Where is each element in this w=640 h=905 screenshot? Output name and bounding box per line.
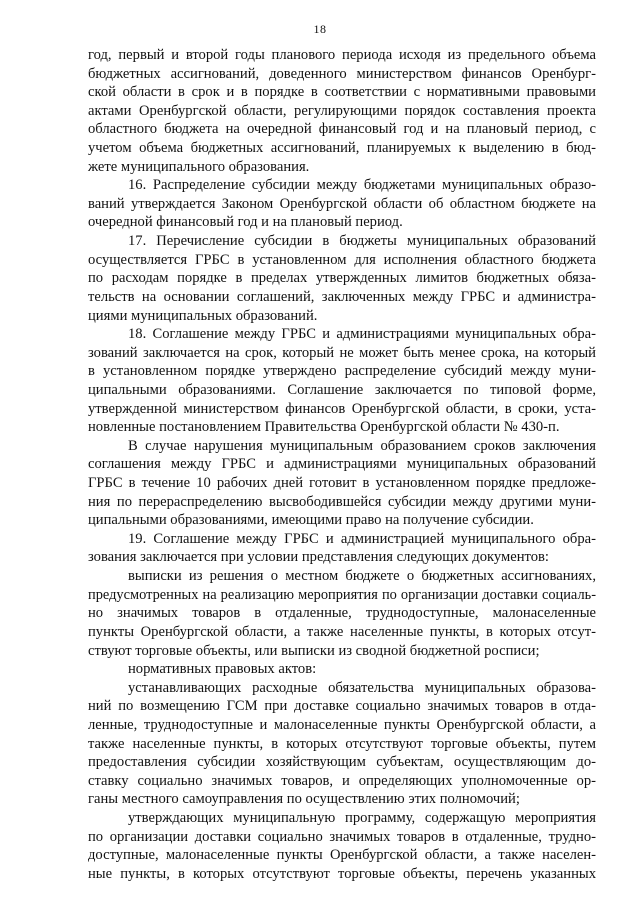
text-line: 18. Соглашение между ГРБС и администрациями муниципальных обра-	[128, 326, 596, 343]
text-line: ные пункты, в которых отсутствуют торговые объекты, перечень указанных	[88, 865, 596, 882]
text-line: зований заключается на срок, который не может быть менее срока, на который	[88, 344, 596, 361]
text-line: нормативных правовых актов:	[128, 661, 317, 678]
text-line: областного бюджета на очередной финансовый год и на плановый период, с	[88, 121, 596, 138]
text-line: жете муниципального образования.	[88, 158, 310, 175]
text-line: устанавливающих расходные обязательства муниципальных образова-	[128, 679, 596, 696]
text-line: утвержденной министерством финансов Оренбургской области, в сроки, уста-	[88, 400, 596, 417]
text-line: ний по возмещению ГСМ при доставке социально значимых товаров в отда-	[88, 698, 596, 715]
text-line: ленные, труднодоступные и малонаселенные пункты Оренбургской области, а	[88, 716, 596, 733]
page-number: 18	[313, 22, 327, 36]
text-line: ГРБС в течение 10 рабочих дней готовит в установленном порядке предложе-	[88, 475, 596, 492]
text-line: тельств на основании соглашений, заключенных между ГРБС и администра-	[88, 288, 596, 305]
text-line: год, первый и второй годы планового периода исходя из предельного объема	[88, 47, 596, 63]
text-line: новленные постановлением Правительства Оренбургской области № 430-п.	[88, 419, 560, 436]
text-line: ставку социально значимых товаров, и определяющих уполномоченные ор-	[88, 772, 596, 789]
text-line: в установленном порядке утверждено распределение субсидий между муни-	[88, 363, 596, 380]
text-line: 16. Распределение субсидии между бюджетами муниципальных образо-	[128, 177, 596, 194]
text-line: предусмотренных на реализацию мероприятия по организации доставки социаль-	[88, 586, 596, 603]
text-line: ствуют торговые объекты, или выписки из сводной бюджетной росписи;	[88, 642, 540, 659]
text-line: предоставления субсидии хозяйствующим субъектам, осуществляющим до-	[88, 754, 596, 771]
text-line: ципальными образованиями. Соглашение заключается по типовой форме,	[88, 381, 596, 398]
text-line: доступные, малонаселенные пункты Оренбургской области, а также населен-	[88, 847, 596, 864]
text-line: циями муниципальных образований.	[88, 307, 318, 324]
text-line: соглашения между ГРБС и администрациями муниципальных образований	[88, 456, 596, 473]
text-line: утверждающих муниципальную программу, содержащую мероприятия	[128, 809, 596, 826]
text-line: ваний утверждается Законом Оренбургской области об областном бюджете на	[88, 195, 596, 212]
text-line: также населенные пункты, в которых отсутствуют торговые объекты, путем	[88, 735, 596, 752]
text-line: 19. Соглашение между ГРБС и администрацией муниципального обра-	[128, 530, 596, 547]
text-line: но значимых товаров в отдаленные, труднодоступные, малонаселенные	[88, 605, 596, 622]
text-line: по организации доставки социально значимых товаров в отдаленные, трудно-	[88, 828, 596, 845]
text-line: В случае нарушения муниципальным образованием сроков заключения	[128, 437, 596, 454]
text-line: ганы местного самоуправления по осуществлению этих полномочий;	[88, 791, 520, 808]
text-line: актами Оренбургской области, регулирующими порядок составления проекта	[88, 102, 596, 119]
text-line: ния по перераспределению высвободившейся субсидии между другими муни-	[88, 493, 596, 510]
document-body	[88, 46, 596, 883]
text-line: очередной финансовый год и на плановый период.	[88, 214, 403, 231]
text-line: выписки из решения о местном бюджете о бюджетных ассигнованиях,	[128, 568, 596, 585]
text-line: ципальными образованиями, имеющими право на получение субсидии.	[88, 512, 534, 529]
text-line: ской области в срок и в порядке в соответствии с нормативными правовыми	[88, 84, 596, 101]
text-line: по расходам порядке в пределах утвержденных лимитов бюджетных обяза-	[88, 270, 596, 287]
text-line: учетом объема бюджетных ассигнований, планируемых к выделению в бюд-	[88, 140, 596, 157]
text-line: зования заключается при условии представления следующих документов:	[88, 549, 549, 566]
text-line: 17. Перечисление субсидии в бюджеты муниципальных образований	[128, 233, 596, 250]
text-line: пункты Оренбургской области, а также населенные пункты, в которых отсут-	[88, 623, 596, 640]
text-line: осуществляется ГРБС в установленном для исполнения областного бюджета	[88, 251, 596, 268]
text-line: бюджетных ассигнований, доведенного министерством финансов Оренбург-	[88, 65, 596, 82]
